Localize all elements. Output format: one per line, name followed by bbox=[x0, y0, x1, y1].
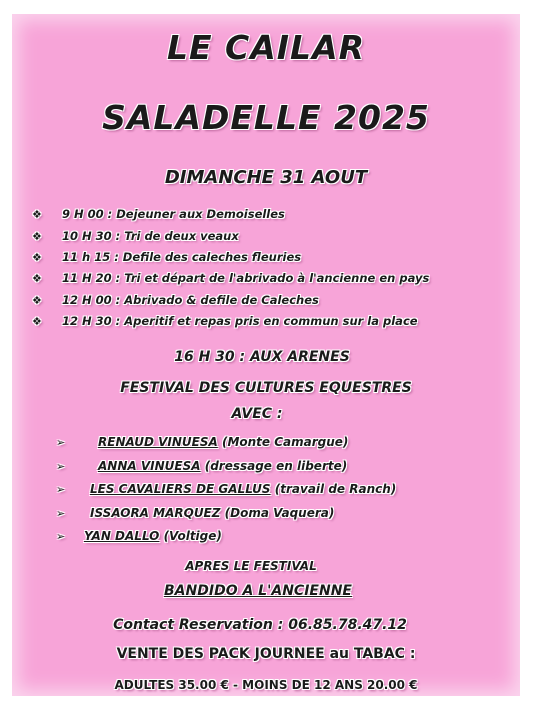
list-item: ➢ LES CAVALIERS DE GALLUS (travail de Ranch) bbox=[56, 482, 397, 496]
arrow-bullet-icon: ➢ bbox=[56, 460, 66, 473]
list-item: ➢ ISSAORA MARQUEZ (Doma Vaquera) bbox=[56, 506, 335, 520]
poster-title-line1: LE CAILAR bbox=[166, 28, 366, 67]
list-item: ➢ ANNA VINUESA (dressage en liberte) bbox=[56, 459, 348, 473]
diamond-bullet-icon: ❖ bbox=[32, 230, 42, 243]
diamond-bullet-icon: ❖ bbox=[32, 208, 42, 221]
contact-reservation: Contact Reservation : 06.85.78.47.12 bbox=[113, 617, 407, 633]
diamond-bullet-icon: ❖ bbox=[32, 251, 42, 264]
vente-pack-journee: VENTE DES PACK JOURNEE au TABAC : bbox=[116, 646, 416, 662]
arrow-bullet-icon: ➢ bbox=[56, 483, 66, 496]
ticket-prices: ADULTES 35.00 € - MOINS DE 12 ANS 20.00 € bbox=[114, 678, 418, 692]
list-item: ❖ 11 h 15 : Defile des caleches fleuries bbox=[32, 250, 302, 264]
festival-title: FESTIVAL DES CULTURES EQUESTRES bbox=[120, 380, 412, 396]
arrow-bullet-icon: ➢ bbox=[56, 507, 66, 520]
event-poster bbox=[12, 14, 520, 696]
event-date: DIMANCHE 31 AOUT bbox=[164, 167, 368, 188]
diamond-bullet-icon: ❖ bbox=[32, 272, 42, 285]
list-item: ❖ 10 H 30 : Tri de deux veaux bbox=[32, 229, 239, 243]
arrow-bullet-icon: ➢ bbox=[56, 530, 66, 543]
diamond-bullet-icon: ❖ bbox=[32, 294, 42, 307]
diamond-bullet-icon: ❖ bbox=[32, 315, 42, 328]
arrow-bullet-icon: ➢ bbox=[56, 436, 66, 449]
bandido-title: BANDIDO A L'ANCIENNE bbox=[164, 583, 352, 599]
list-item: ❖ 12 H 30 : Aperitif et repas pris en commun sur la place bbox=[32, 314, 418, 328]
avec-label: AVEC : bbox=[231, 406, 283, 422]
arenes-time: 16 H 30 : AUX ARENES bbox=[174, 349, 350, 365]
list-item: ❖ 12 H 00 : Abrivado & defile de Caleches bbox=[32, 293, 319, 307]
list-item: ❖ 11 H 20 : Tri et départ de l'abrivado à l'ancienne en pays bbox=[32, 271, 430, 285]
list-item: ➢ YAN DALLO (Voltige) bbox=[56, 529, 222, 543]
list-item: ❖ 9 H 00 : Dejeuner aux Demoiselles bbox=[32, 207, 285, 221]
poster-title-line2: SALADELLE 2025 bbox=[102, 98, 430, 137]
list-item: ➢ RENAUD VINUESA (Monte Camargue) bbox=[56, 435, 349, 449]
apres-festival-label: APRES LE FESTIVAL bbox=[185, 559, 317, 573]
